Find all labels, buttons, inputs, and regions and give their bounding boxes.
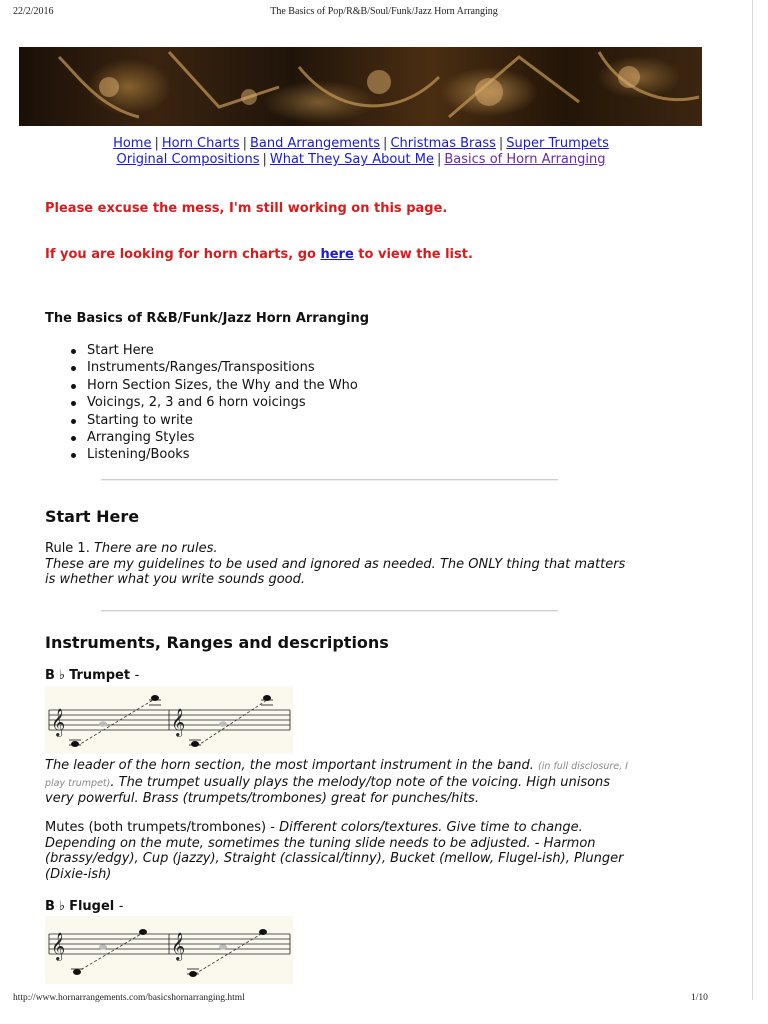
footer-url: http://www.hornarrangements.com/basicshornarranging.html <box>13 993 245 1003</box>
staff-notation-icon <box>45 686 293 754</box>
flat-sign: ♭ <box>58 899 66 914</box>
nav-horn-charts[interactable]: Horn Charts <box>161 136 240 151</box>
staff-notation-icon <box>45 916 293 984</box>
toc-item: Instruments/Ranges/Transpositions <box>69 359 358 376</box>
flat-sign: ♭ <box>58 668 66 683</box>
rule-label: Rule 1. <box>45 541 90 556</box>
flugel-prefix: B <box>45 899 55 914</box>
trumpet-desc-1: The leader of the horn section, the most important instrument in the band. <box>45 758 534 773</box>
divider <box>101 479 558 481</box>
trumpet-aside: (in full disclosure, I play trumpet) <box>45 761 628 789</box>
nav-band-arrangements[interactable]: Band Arrangements <box>249 136 381 151</box>
mutes-paragraph <box>45 820 635 882</box>
nav-what-they-say[interactable]: What They Say About Me <box>269 152 434 167</box>
nav-basics-of-horn-arranging[interactable]: Basics of Horn Arranging <box>444 152 606 167</box>
divider <box>101 610 558 612</box>
toc-title: The Basics of R&B/Funk/Jazz Horn Arranging <box>45 311 370 326</box>
trumpet-description <box>45 758 635 807</box>
toc-item: Start Here <box>69 342 358 359</box>
trumpet-range-staff <box>45 686 293 754</box>
nav-separator: | <box>383 136 388 151</box>
toc-item: Voicings, 2, 3 and 6 horn voicings <box>69 394 358 411</box>
toc-list <box>69 342 358 464</box>
nav-separator: | <box>242 136 247 151</box>
nav-separator: | <box>498 136 504 151</box>
mutes-text: Different colors/textures. Give time to change. Depending on the mute, sometimes the tuning slide needs to be adjusted. - Harmon (brassy/edgy), Cup (jazzy), Straight (classical/tinny), Bucket (mellow, Flugel-ish), Plunger (Dixie-ish) <box>45 820 624 882</box>
nav-separator: | <box>154 136 159 151</box>
flugel-label <box>45 899 123 914</box>
toc-item: Starting to write <box>69 412 358 429</box>
banner-image <box>19 47 702 126</box>
page-edge <box>752 0 753 1000</box>
site-nav <box>0 136 722 168</box>
trumpet-dash: - <box>134 668 140 683</box>
mutes-label: Mutes (both trumpets/trombones) - <box>45 820 280 835</box>
nav-row-2 <box>0 152 722 168</box>
mess-notice: Please excuse the mess, I'm still working on this page. <box>45 201 448 216</box>
svg-text:𝄞: 𝄞 <box>51 932 66 960</box>
print-title: The Basics of Pop/R&B/Soul/Funk/Jazz Horn Arranging <box>270 6 498 17</box>
rule-text: There are no rules. <box>93 541 218 556</box>
trumpet-prefix: B <box>45 668 55 683</box>
toc-item: Arranging Styles <box>69 429 358 446</box>
nav-row-1 <box>0 136 722 152</box>
toc-item: Listening/Books <box>69 446 358 463</box>
start-here-heading: Start Here <box>45 507 140 526</box>
svg-text:𝄞: 𝄞 <box>171 932 186 960</box>
print-date: 22/2/2016 <box>13 6 54 17</box>
rule-paragraph <box>45 541 635 588</box>
charts-notice-before: If you are looking for horn charts, go <box>45 247 321 262</box>
flugel-dash: - <box>118 899 124 914</box>
svg-text:𝄞: 𝄞 <box>171 708 186 736</box>
toc-item: Horn Section Sizes, the Why and the Who <box>69 377 358 394</box>
charts-notice <box>45 247 473 262</box>
trumpet-label <box>45 668 139 683</box>
nav-separator: | <box>262 152 267 167</box>
guidelines-text: These are my guidelines to be used and ignored as needed. The ONLY thing that matters is whether what you write sounds good. <box>45 556 626 587</box>
nav-original-compositions[interactable]: Original Compositions <box>116 152 260 167</box>
charts-notice-after: to view the list. <box>353 247 473 262</box>
nav-separator: | <box>436 152 442 167</box>
nav-super-trumpets[interactable]: Super Trumpets <box>506 136 609 151</box>
horns-illustration <box>19 47 702 126</box>
instruments-heading: Instruments, Ranges and descriptions <box>45 633 389 652</box>
nav-christmas-brass[interactable]: Christmas Brass <box>390 136 496 151</box>
flugel-name: Flugel <box>69 899 115 914</box>
here-link[interactable]: here <box>320 247 354 262</box>
trumpet-desc-2: . The trumpet usually plays the melody/top note of the voicing. High unisons very powerful. Brass (trumpets/trombones) great for punches/hits. <box>45 774 611 806</box>
flugel-range-staff <box>45 916 293 984</box>
nav-home[interactable]: Home <box>113 136 152 151</box>
svg-text:𝄞: 𝄞 <box>51 708 66 736</box>
trumpet-name: Trumpet <box>69 668 131 683</box>
print-header <box>0 0 768 22</box>
page-number: 1/10 <box>691 993 708 1003</box>
